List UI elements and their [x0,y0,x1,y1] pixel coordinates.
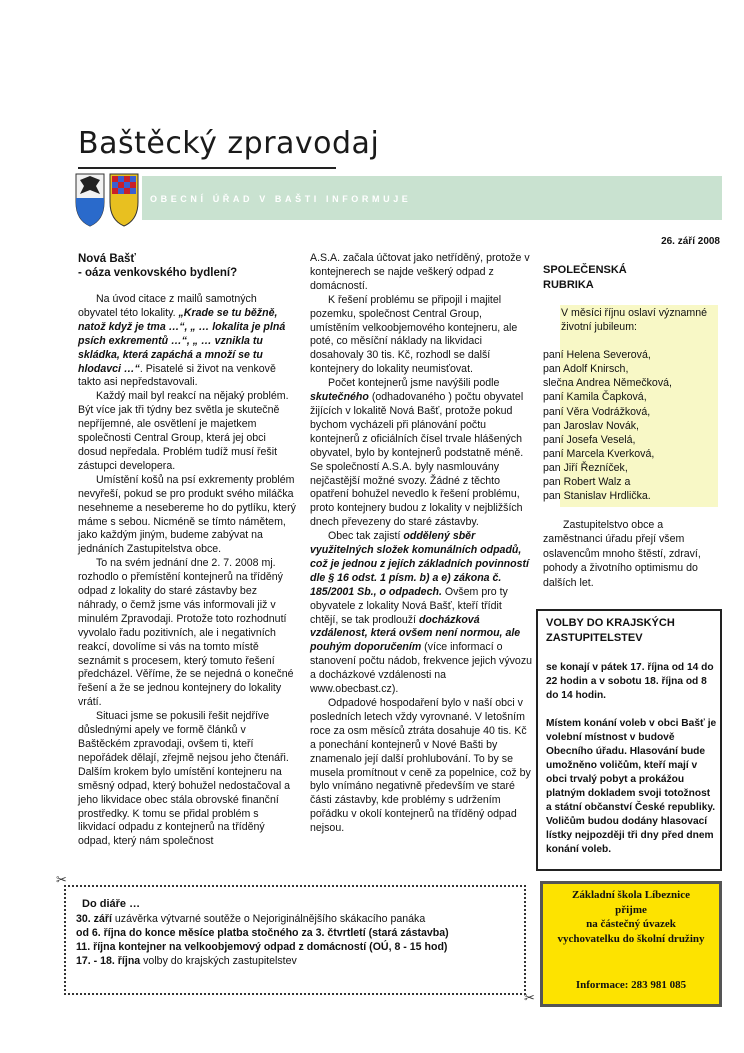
newsletter-title: Baštěcký zpravodaj [78,126,380,161]
elections-info: Místem konání voleb v obci Bašť je volební místnost v budově Obecního úřadu. Hlasování bude umožněno voličům, kteří mají v obci trvalý pobyt a prokážou platným dokladem svoji totožnost a státní občanství České republiky. Voličům budou dodány hlasovací lístky nejpozději tři dny před dnem konání voleb. [546,718,717,855]
diary-box [64,885,526,995]
elections-date: se konají v pátek 17. října od 14 do 22 hodin a v sobotu 18. října od 8 do 14 hodin. [546,662,714,701]
banner-text: OBECNÍ ÚŘAD V BAŠTI INFORMUJE [150,194,412,204]
jubilee-person: pan Adolf Knirsch, [543,363,629,376]
jubilee-person: pan Robert Walz a [543,476,631,489]
diary-heading: Do diáře … [82,898,141,910]
diary-item: 30. září uzávěrka výtvarné soutěže o Nejoriginálnějšího skákacího panáka [76,913,426,925]
jubilee-list [543,306,721,503]
jubilee-person: paní Josefa Veselá, [543,433,636,446]
jubilee-person: pan Jaroslav Novák, [543,419,639,432]
article-paragraph: Obec tak zajistí oddělený sběr využitelných složek komunálních odpadů, což je jednou z jejích základních povinností dle § 16 odst. 1 písm. b) a e) zákona č. 185/2001 Sb., o odpadech. Ovšem pro ty obyvatele z lokality Nová Bašť, kteří třídit chtějí, se tak prodlouží docházková vzdálenost, která ovšem není normou, ale pouhým doporučením (více informací o stanovení počtu nádob, frekvence jejich vývozu a docházkové vzdálenosti na www.obecbast.cz). [310,530,533,696]
article-column-1 [78,252,296,849]
jubilee-people [543,348,721,503]
jubilee-person: paní Helena Severová, [543,349,651,362]
diary-item: od 6. října do konce měsíce platba stočného za 3. čtvrtletí (stará zástavba) [76,926,449,939]
school-ad-contact: Informace: 283 981 085 [575,979,687,991]
title-underline [78,167,336,169]
jubilee-person: paní Věra Vodrážková, [543,405,651,418]
school-ad-line: přijme [615,903,647,916]
article-body-1 [78,293,296,849]
jubilee-person: pan Stanislav Hrdlička. [543,490,651,503]
school-ad-line: Základní škola Líbeznice [572,889,690,901]
village-crest-icon [72,172,142,228]
school-ad-line: vychovatelku do školní družiny [557,932,705,945]
jubilee-person: paní Kamila Čapková, [543,391,647,404]
article-paragraph: Umístění košů na psí exkrementy problém nevyřeší, pokud se pro produkt svého miláčka nesehneme a nesebereme ho do pytlíku, který máme s sebou. Nicméně se tímto námětem, jako každým jiným, budeme zabývat na jednáních Zastupitelstva obce. [78,473,296,556]
jubilee-person: paní Marcela Kverková, [543,447,655,460]
scissors-icon: ✂ [56,872,67,887]
jubilee-intro: V měsíci říjnu oslaví významné životní jubileum: [561,307,708,334]
article-paragraph: Odpadové hospodaření bylo v naší obci v posledních letech vždy vyrovnané. V letošním roce za osm měsíců ztráta dosahuje 40 tis. Kč a ponechání kontejnerů v Nové Bašti by znamenalo její další prohlubování. To by se musela promítnout v ceně za popelnice, což by bylo vnímáno negativně především ve staré části zástavby, kde problémy s udržením pořádku v okolí kontejnerů na tříděný odpad nejsou. [310,697,531,835]
article-paragraph: K řešení problému se připojil i majitel pozemku, společnost Central Group, umístěním velkoobjemového kontejneru, ale poté, co měsíční náklady na likvidaci dosahovaly 30 tis. Kč, rozhodl se další kontejnery do lokality neumisťovat. [310,293,518,376]
school-ad-line: na částečný úvazek [586,918,676,931]
article-title: Nová Bašť - oáza venkovského bydlení? [78,253,238,279]
elections-title: VOLBY DO KRAJSKÝCH ZASTUPITELSTEV [546,617,675,644]
diary-item: 17. - 18. října volby do krajských zastupitelstev [76,954,297,967]
article-paragraph: Počet kontejnerů jsme navýšili podle skutečného (odhadovaného ) počtu obyvatel žijících v lokalitě Nová Bašť, protože pokud bychom vycházeli při plánování počtu kontejnerů z oficiálních čísel trvale hlášených obyvatel, bylo by kontejnerů podstatně méně. Se společností A.S.A. byly nasmlouvány nejčastější možné svozy. Žádné z těchto opatření bohužel nevedlo k řešení problému, proto kontejnery budou z lokality v nejbližších dnech převezeny do staré zástavby. [310,377,524,529]
scissors-icon: ✂ [524,990,535,1005]
jubilee-person: slečna Andrea Němečková, [543,377,672,390]
jubilee-footer: Zastupitelstvo obce a zaměstnanci úřadu přejí všem oslavencům mnoho štěstí, zdraví, pohody a životního optimismu do dalších let. [543,519,701,589]
article-paragraph: Každý mail byl reakcí na nějaký problém. Být více jak tři týdny bez světla je skutečně nepříjemné, ale osvětlení je majetkem společnosti Central Group, která jej obci dosud nepředala. Problém tudíž musí řešit zástupci developera. [78,390,289,472]
elections-box [536,609,722,871]
article-paragraph: Situaci jsme se pokusili řešit nejdříve důslednými apely ve formě článků v Baštěckém zpravodaji, ovšem ti, kteří nepořádek dělají, zřejmě nejsou jeho čtenáři. Dalším krokem bylo umístění kontejneru na směsný odpad, který bohužel nedostačoval a jeho likvidace obec stála obrovské finanční prostředky. K tomu se přidal problém s likvidací odpadu z kontejnerů na tříděný odpad, který nám společnost [78,710,291,848]
jubilee-person: pan Jiří Řezníček, [543,461,628,474]
diary-list [76,913,449,969]
article-paragraph: To na svém jednání dne 2. 7. 2008 mj. rozhodlo o přemístění kontejnerů na tříděný odpad z lokality do staré zástavby bez náhrady, o čemž jsme vás informovali již v minulém Zpravodaji. Protože toto rozhodnutí vyvolalo řadu pozitivních, ale i negativních reakcí, dovolíme si vás na tomto místě seznámit s procesem, který tomuto řešení předcházel. Věříme, že se nejedná o konečné řešení a že se jednou kontejnery do lokality vrátí. [78,557,294,709]
school-job-ad [540,881,722,1007]
header-banner [142,176,722,220]
article-paragraph: A.S.A. začala účtovat jako netříděný, protože v kontejnerech se najde veškerý odpad z domácností. [310,252,530,292]
diary-item: 11. října kontejner na velkoobjemový odpad z domácností (OÚ, 8 - 15 hod) [76,940,448,953]
issue-date: 26. září 2008 [661,236,720,247]
article-body-2 [310,252,532,836]
school-ad-text [543,888,719,946]
article-paragraph: Na úvod citace z mailů samotných obyvatel této lokality. „Krade se tu běžně, natož když je tma …“, „ … lokalita je plná psích exkrementů …“, „ … vznikla tu skládka, která zapáchá a množí se tu hlodavci …“. Pisatelé si život na venkově takto asi nepředstavovali. [78,293,286,389]
social-heading: SPOLEČENSKÁ RUBRIKA [543,264,627,291]
article-column-2 [310,252,532,836]
